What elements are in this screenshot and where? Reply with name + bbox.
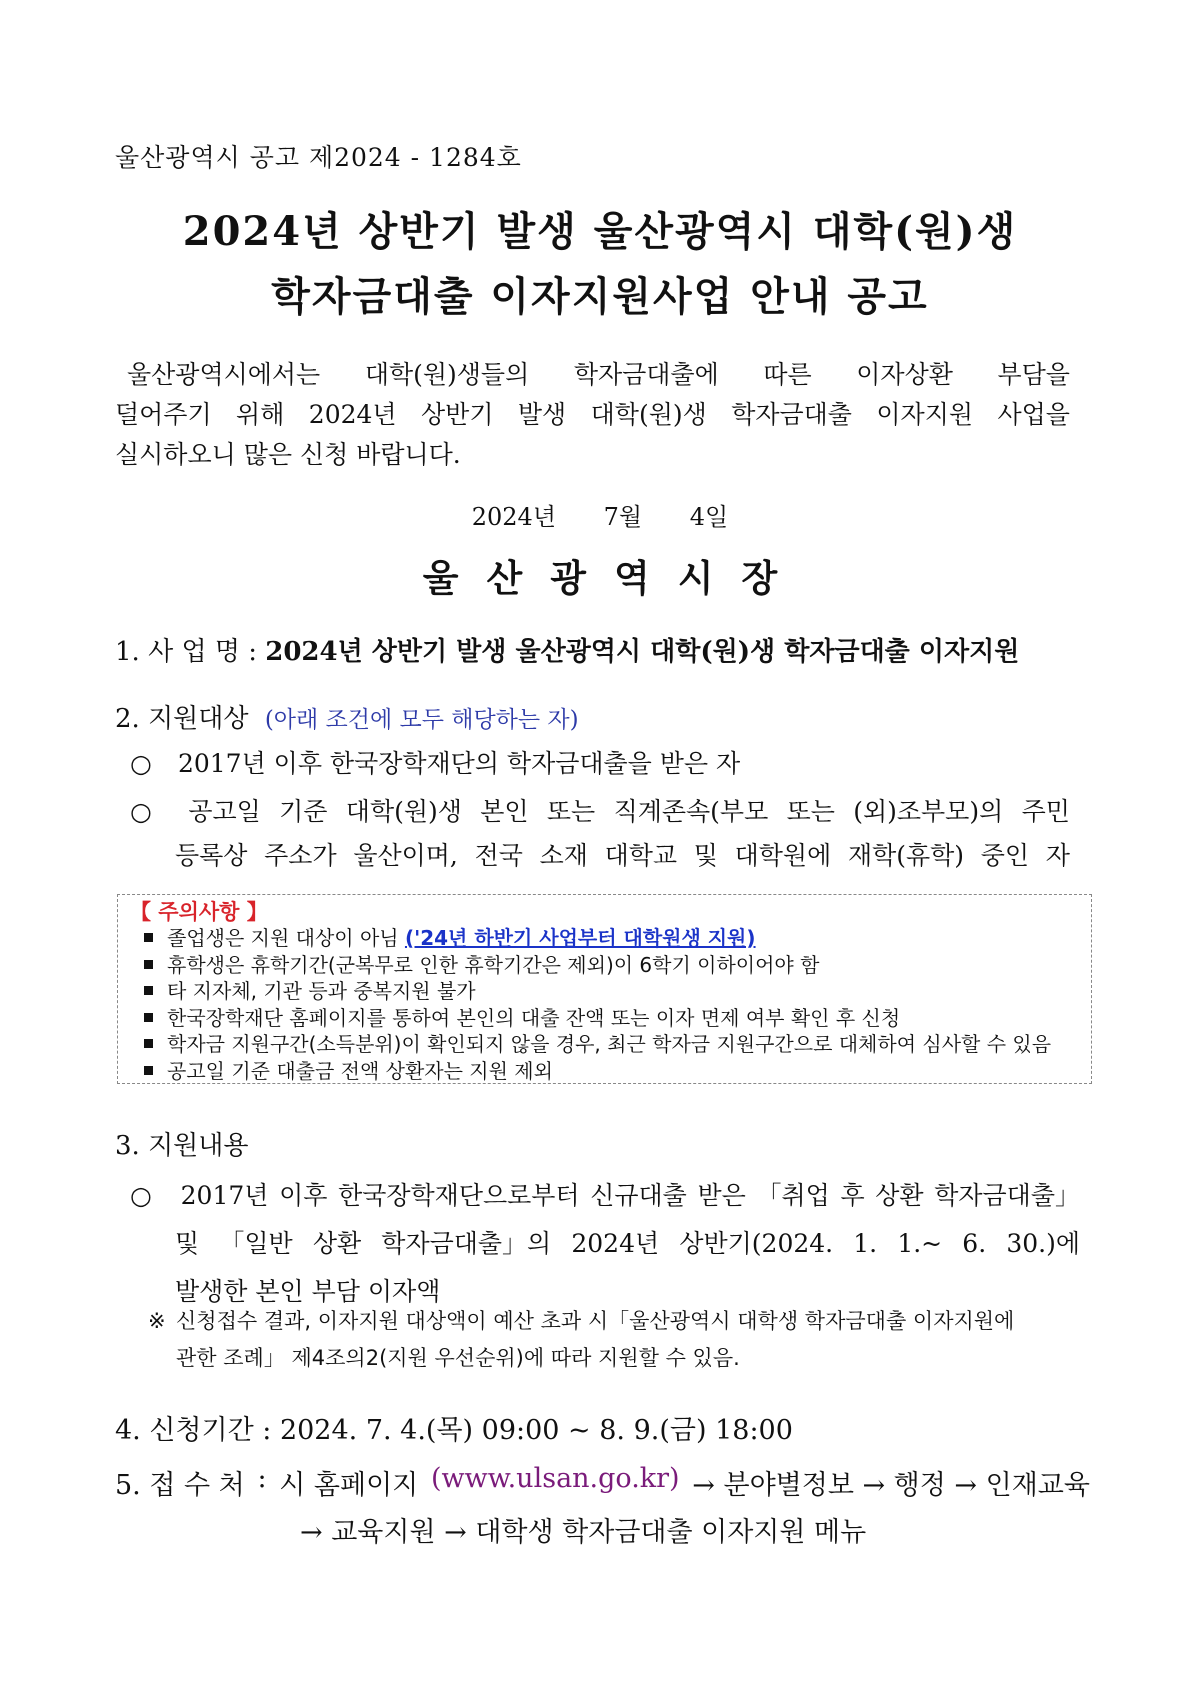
- eligibility-word: 주소가: [264, 841, 337, 870]
- eligibility-word: 주민: [1021, 797, 1070, 826]
- circle-bullet-icon: ○: [130, 749, 152, 778]
- title-line-2: 학자금대출 이자지원사업 안내 공고: [271, 273, 929, 320]
- support-word: 학자금대출」의: [381, 1229, 552, 1258]
- section-1-value: 2024년 상반기 발생 울산광역시 대학(원)생 학자금대출 이자지원: [265, 637, 1020, 667]
- section-4-period: [115, 1408, 793, 1447]
- eligibility-word: 대학교: [604, 841, 678, 870]
- square-bullet-icon: [144, 1013, 153, 1022]
- caution-item: 졸업생은 지원 대상이 아님 ('24년 하반기 사업부터 대학원생 지원): [144, 925, 1079, 952]
- intro-word: 학자금대출에: [573, 360, 719, 389]
- section-3-label: 3. 지원내용: [115, 1131, 249, 1161]
- eligibility-item-2: [130, 790, 1070, 878]
- intro-word: 대학(원)생들의: [364, 360, 530, 389]
- section-2-eligibility: [115, 698, 579, 735]
- caution-heading: 【 주의사항 】: [130, 900, 268, 924]
- section-4-value: : 2024. 7. 4.(목) 09:00 ~ 8. 9.(금) 18:00: [262, 1415, 793, 1446]
- support-word: 한국장학재단으로부터: [338, 1181, 580, 1210]
- section-5-reception: 5. 접 수 처 : 시 홈페이지 (www.ulsan.go.kr) → 분야별정보 → 행정 → 인재교육 → 교육지원 → 대학생 학자금대출 이자지원 메뉴: [115, 1463, 1090, 1548]
- eligibility-word: 및: [693, 841, 718, 870]
- section-5-site: 시 홈페이지: [279, 1470, 419, 1501]
- date-month: 7월: [603, 503, 643, 531]
- eligibility-word: 기준: [279, 797, 328, 826]
- caution-highlight-link: ('24년 하반기 사업부터 대학원생 지원): [404, 926, 756, 950]
- support-word: 2024년: [571, 1229, 660, 1258]
- eligibility-word: 소재: [539, 841, 588, 870]
- eligibility-word: 등록상: [175, 841, 248, 870]
- reference-mark-icon: ※: [148, 1309, 166, 1333]
- support-remark-line-2: 관한 조례」 제4조의2(지원 우선순위)에 따라 지원할 수 있음.: [176, 1346, 740, 1370]
- section-1-project-name: 1. 사 업 명 : 2024년 상반기 발생 울산광역시 대학(원)생 학자금대출 이자지원: [115, 637, 1020, 667]
- section-2-note: (아래 조건에 모두 해당하는 자): [264, 707, 579, 733]
- caution-list: [130, 925, 1079, 1084]
- eligibility-word: (외)조부모)의: [853, 797, 1004, 826]
- support-line-3: 발생한 본인 부담 이자액: [175, 1277, 441, 1306]
- intro-word: 따른: [763, 360, 812, 389]
- square-bullet-icon: [144, 1039, 153, 1048]
- caution-box: [117, 894, 1092, 1084]
- support-word: 신규대출: [590, 1181, 687, 1210]
- eligibility-item-1-text: 2017년 이후 한국장학재단의 학자금대출을 받은 자: [177, 749, 741, 778]
- intro-last-line: 실시하오니 많은 신청 바랍니다.: [115, 440, 461, 469]
- square-bullet-icon: [144, 1066, 153, 1075]
- eligibility-word: 직계존속(부모: [613, 797, 769, 826]
- section-5-label: 5. 접 수 처: [115, 1470, 245, 1501]
- support-word: 및: [175, 1229, 200, 1258]
- notice-number: 울산광역시 공고 제2024 - 1284호: [115, 143, 522, 172]
- intro-word: 위해: [236, 400, 285, 429]
- intro-word: 상반기: [421, 400, 494, 429]
- date-year: 2024년: [471, 503, 557, 531]
- caution-item: 타 지자체, 기관 등과 중복지원 불가: [144, 978, 1079, 1005]
- support-word: 상환: [875, 1181, 924, 1210]
- eligibility-word: 또는: [786, 797, 835, 826]
- intro-word: 발생: [517, 400, 567, 429]
- title-line-1: 2024년 상반기 발생 울산광역시 대학(원)생: [182, 208, 1018, 255]
- square-bullet-icon: [144, 933, 153, 942]
- square-bullet-icon: [144, 986, 153, 995]
- support-word: 1.~: [897, 1229, 943, 1258]
- caution-item: 한국장학재단 홈페이지를 통하여 본인의 대출 잔액 또는 이자 면제 여부 확인 후 신청: [144, 1005, 1079, 1032]
- eligibility-word: 대학(원)생: [345, 797, 462, 826]
- support-word: 이후: [279, 1181, 328, 1210]
- intro-word: 2024년: [308, 400, 397, 429]
- eligibility-word: 울산이며,: [353, 841, 458, 870]
- support-word: 「일반: [219, 1229, 293, 1258]
- circle-bullet-icon: ○: [130, 1181, 152, 1210]
- eligibility-word: 대학원에: [734, 841, 832, 870]
- support-word: 1.: [853, 1229, 878, 1258]
- intro-word: 울산광역시에서는: [127, 360, 321, 389]
- intro-word: 이자지원: [876, 400, 974, 429]
- support-word: 학자금대출」: [934, 1181, 1080, 1210]
- eligibility-word: 전국: [474, 841, 523, 870]
- notice-date: [0, 497, 1200, 532]
- intro-word: 학자금대출: [731, 400, 852, 429]
- eligibility-word: 또는: [546, 797, 596, 826]
- date-day: 4일: [689, 503, 729, 531]
- support-word: 6.: [962, 1229, 987, 1258]
- intro-word: 부담을: [997, 360, 1070, 389]
- square-bullet-icon: [144, 960, 153, 969]
- section-2-label: 2. 지원대상: [115, 704, 249, 734]
- intro-paragraph: [115, 355, 1070, 435]
- eligibility-word: 중인: [980, 841, 1030, 870]
- caution-item: 휴학생은 휴학기간(군복무로 인한 휴학기간은 제외)이 6학기 이하이어야 함: [144, 952, 1079, 979]
- eligibility-word: 자: [1045, 841, 1070, 870]
- section-4-label: 4. 신청기간: [115, 1415, 254, 1446]
- section-1-label: 1. 사 업 명: [115, 637, 240, 667]
- intro-word: 이자상환: [856, 360, 953, 389]
- homepage-url-link[interactable]: (www.ulsan.go.kr): [430, 1463, 680, 1494]
- intro-word: 사업을: [997, 400, 1070, 429]
- caution-item: 공고일 기준 대출금 전액 상환자는 지원 제외: [144, 1058, 1079, 1085]
- caution-item: 학자금 지원구간(소득분위)이 확인되지 않을 경우, 최근 학자금 지원구간으로 대체하여 심사할 수 있음: [144, 1031, 1079, 1058]
- support-word: 30.)에: [1006, 1229, 1080, 1258]
- support-word: 후: [840, 1181, 865, 1210]
- support-word: 「취업: [756, 1181, 830, 1210]
- issuer-name: 울산광역시장: [422, 556, 806, 600]
- section-5-path-2: → 교육지원 → 대학생 학자금대출 이자지원 메뉴: [300, 1517, 867, 1548]
- support-word: 상반기(2024.: [679, 1229, 834, 1258]
- support-word: 2017년: [180, 1181, 269, 1210]
- eligibility-word: 공고일: [188, 797, 261, 826]
- eligibility-word: 본인: [480, 797, 529, 826]
- eligibility-word: 재학(휴학): [847, 841, 965, 870]
- intro-word: 덜어주기: [115, 400, 212, 429]
- eligibility-item-1: [130, 742, 1070, 786]
- circle-bullet-icon: ○: [130, 797, 152, 826]
- support-remark: ※ 신청접수 결과, 이자지원 대상액이 예산 초과 시「울산광역시 대학생 학자금대출 이자지원에 관한 조례」 제4조의2(지원 우선순위)에 따라 지원할 수 있음.: [148, 1303, 1088, 1377]
- section-5-path-1: → 분야별정보 → 행정 → 인재교육: [692, 1470, 1090, 1501]
- support-word: 상환: [312, 1229, 362, 1258]
- support-word: 받은: [697, 1181, 746, 1210]
- intro-word: 대학(원)생: [590, 400, 707, 429]
- support-content: [130, 1172, 1080, 1316]
